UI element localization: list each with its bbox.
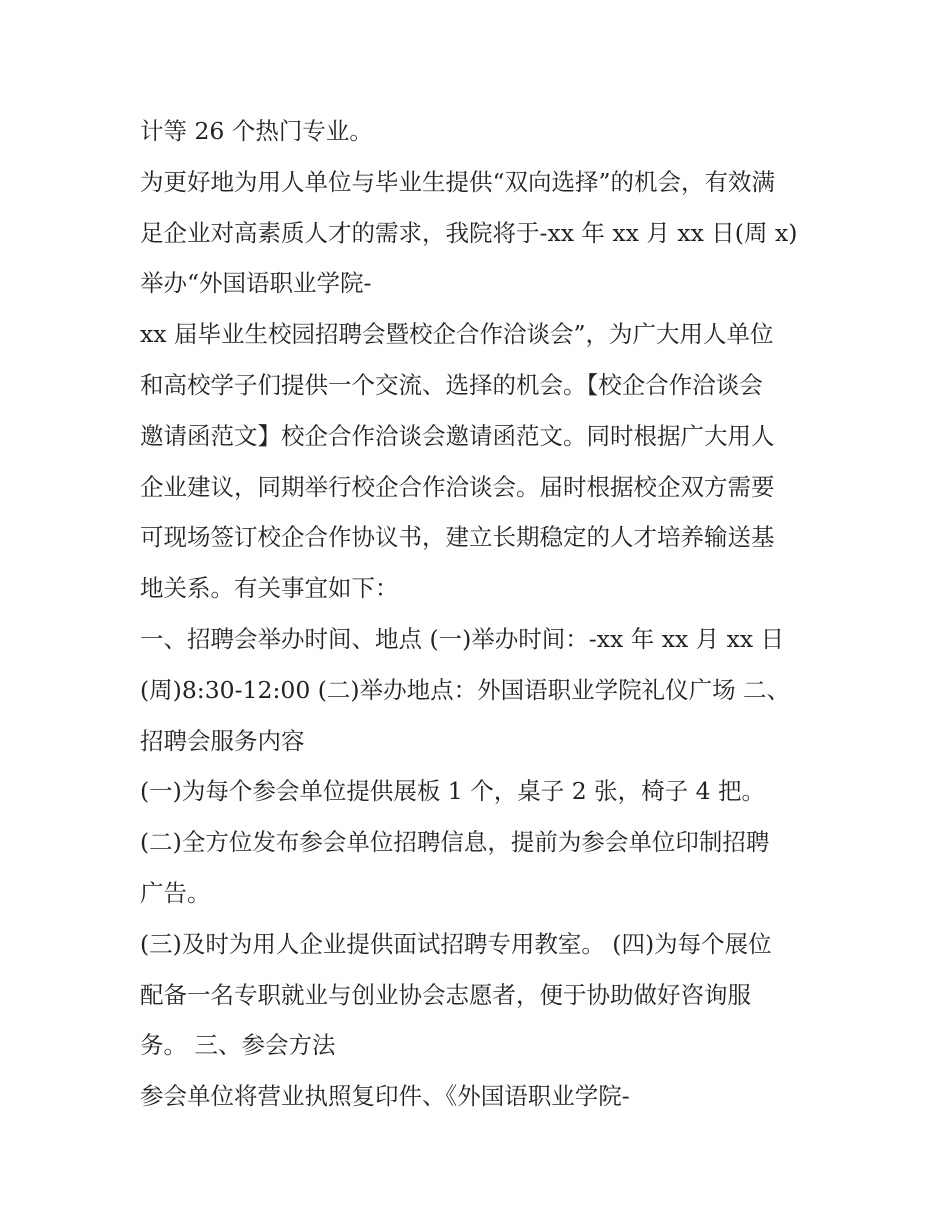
text-line-12: (周)8:30-12:00 (二)举办地点：外国语职业学院礼仪广场 二、 [140,675,791,704]
text-line-7: 邀请函范文】校企合作洽谈会邀请函范文。同时根据广大用人 [140,421,775,450]
document-body [140,106,820,1122]
text-line-16: 广告。 [140,878,211,907]
text-line-14: (一)为每个参会单位提供展板 1 个，桌子 2 张，椅子 4 把。 [140,777,766,806]
text-line-1: 计等 26 个热门专业。 [140,117,373,145]
text-line-8: 企业建议，同期举行校企合作洽谈会。届时根据校企双方需要 [140,472,775,501]
text-line-13: 招聘会服务内容 [140,726,305,755]
text-line-10: 地关系。有关事宜如下： [140,574,399,603]
text-line-15: (二)全方位发布参会单位招聘信息，提前为参会单位印制招聘 [140,828,770,857]
text-line-5: xx 届毕业生校园招聘会暨校企合作洽谈会”，为广大用人单位 [140,320,774,349]
text-line-6: 和高校学子们提供一个交流、选择的机会。【校企合作洽谈会 [140,370,763,399]
text-line-17: (三)及时为用人企业提供面试招聘专用教室。 (四)为每个展位 [140,929,772,958]
text-line-18: 配备一名专职就业与创业协会志愿者，便于协助做好咨询服 [140,980,751,1009]
text-line-11: 一、招聘会举办时间、地点 (一)举办时间：-xx 年 xx 月 xx 日 [140,624,785,653]
text-line-19: 务。 三、参会方法 [140,1031,336,1060]
text-line-2: 为更好地为用人单位与毕业生提供“双向选择”的机会，有效满 [140,167,776,196]
text-line-3: 足企业对高素质人才的需求，我院将于-xx 年 xx 月 xx 日(周 x) [140,218,798,247]
text-line-4: 举办“外国语职业学院- [140,269,372,298]
text-line-9: 可现场签订校企合作协议书，建立长期稳定的人才培养输送基 [140,523,775,552]
text-line-20: 参会单位将营业执照复印件、《外国语职业学院- [140,1082,630,1111]
